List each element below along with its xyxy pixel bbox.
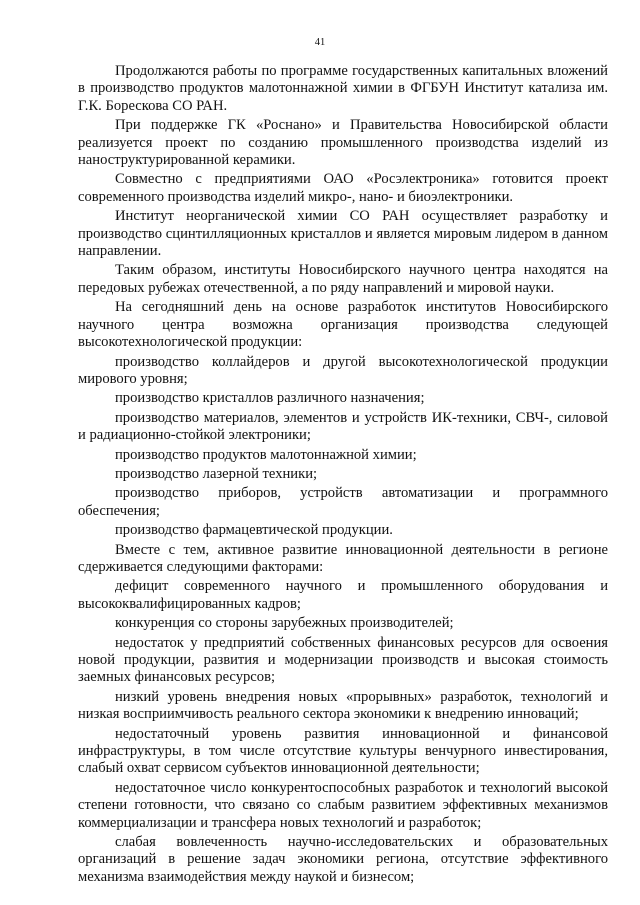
paragraph: При поддержке ГК «Роснано» и Правительства Новосибирской области реализуется проект по созданию промышленного производства изделий из наноструктурированной керамики. — [78, 117, 608, 169]
list-item: слабая вовлеченность научно-исследовательских и образовательных организаций в решение задач экономики региона, отсутствие эффективного механизма взаимодействия между наукой и бизнесом; — [78, 834, 608, 885]
paragraph: Институт неорганической химии СО РАН осуществляет разработку и производство сцинтилляционных кристаллов и является мировым лидером в данном направлении. — [78, 208, 608, 260]
paragraph: Таким образом, институты Новосибирского научного центра находятся на передовых рубежах отечественной, а по ряду направлений и мировой науки. — [78, 262, 608, 296]
list-item: производство коллайдеров и другой высокотехнологической продукции мирового уровня; — [78, 353, 608, 387]
paragraph: Совместно с предприятиями ОАО «Росэлектроника» готовится проект современного производства изделий микро-, нано- и биоэлектроники. — [78, 171, 608, 205]
list-item: недостаток у предприятий собственных финансовых ресурсов для освоения новой продукции, развития и модернизации производств и высокая стоимость заемных финансовых ресурсов; — [78, 634, 608, 686]
list-item: производство фармацевтической продукции. — [115, 522, 393, 539]
list-item: производство приборов, устройств автоматизации и программного обеспечения; — [78, 485, 608, 519]
list-item: недостаточный уровень развития инновационной и финансовой инфраструктуры, в том числе отсутствие культуры венчурного инвестирования, слабый охват сервисом субъектов инновационной деятельности; — [78, 725, 608, 777]
list-item: производство кристаллов различного назначения; — [115, 390, 425, 407]
document-body — [78, 63, 608, 888]
list-item: недостаточное число конкурентоспособных разработок и технологий высокой степени готовности, что связано со слабым развитием эффективных механизмов коммерциализации и трансфера новых технологий и разработок; — [78, 779, 608, 831]
list-item: производство лазерной техники; — [115, 465, 318, 482]
list-item: дефицит современного научного и промышленного оборудования и высококвалифицированных кадров; — [78, 578, 608, 612]
paragraph: Вместе с тем, активное развитие инновационной деятельности в регионе сдерживается следующими факторами: — [78, 541, 608, 575]
list-item: производство материалов, элементов и устройств ИК-техники, СВЧ-, силовой и радиационно-стойкой электроники; — [78, 409, 608, 444]
paragraph: На сегодняшний день на основе разработок институтов Новосибирского научного центра возможна организация производства следующей высокотехнологической продукции: — [78, 299, 608, 351]
list-item: конкуренция со стороны зарубежных производителей; — [115, 615, 454, 632]
paragraph: Продолжаются работы по программе государственных капитальных вложений в производство продуктов малотоннажной химии в ФГБУН Институт катализа им. Г.К. Борескова СО РАН. — [78, 63, 608, 114]
page-number: 41 — [314, 37, 326, 48]
list-item: производство продуктов малотоннажной химии; — [115, 446, 417, 463]
list-item: низкий уровень внедрения новых «прорывных» разработок, технологий и низкая восприимчивость реального сектора экономики к внедрению инноваций; — [78, 688, 608, 723]
